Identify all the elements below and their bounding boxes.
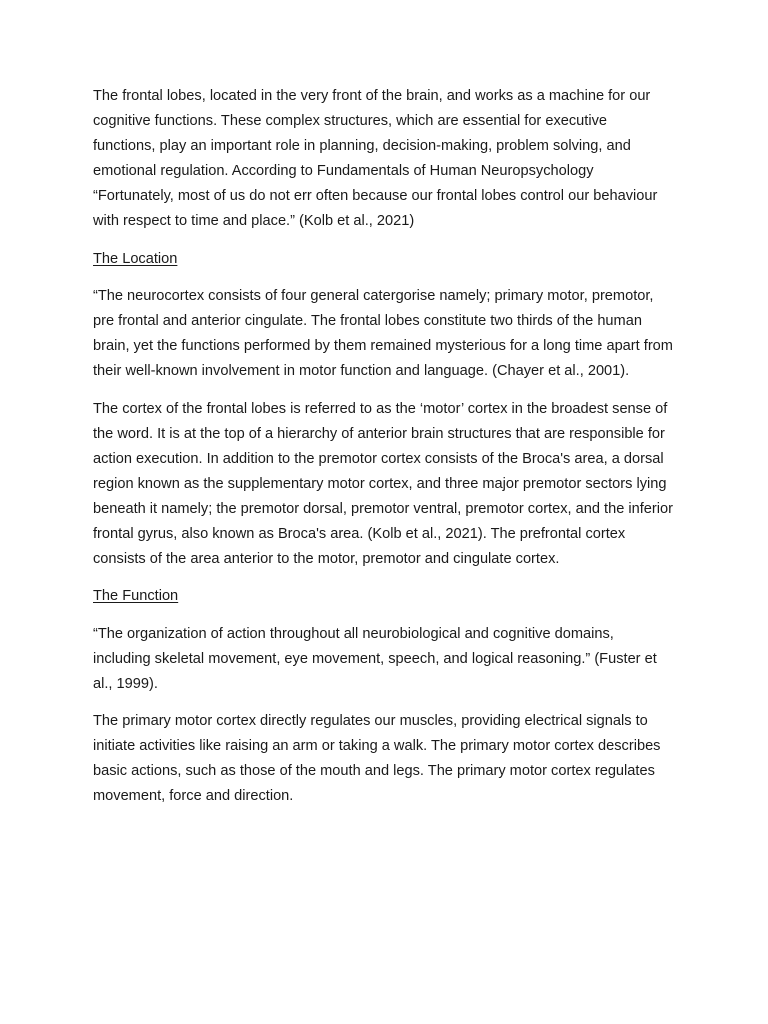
section-heading-function: The Function (93, 588, 179, 604)
section-heading-location: The Location (93, 250, 178, 267)
function-paragraph-1: “The organization of action throughout all neurobiological and cognitive domains, including skeletal movement, eye movement, speech, and logical reasoning.” (Fuster et al., 1999). (93, 625, 657, 692)
intro-paragraph: The frontal lobes, located in the very front of the brain, and works as a machine for our cognitive functions. These complex structures, which are essential for executive functions, play an important role in planning, decision-making, problem solving, and emotional regulation. According to Fundamentals of Human Neuropsychology “Fortunately, most of us do not err often because our frontal lobes control our behaviour with respect to time and place.” (Kolb et al., 2021) (93, 88, 658, 229)
location-paragraph-1: “The neurocortex consists of four general catergorise namely; primary motor, premotor, pre frontal and anterior cingulate. The frontal lobes constitute two thirds of the human brain, yet the functions performed by them remained mysterious for a long time apart from their well-known involvement in motor function and language. (Chayer et al., 2001). (93, 288, 673, 379)
location-paragraph-2: The cortex of the frontal lobes is referred to as the ‘motor’ cortex in the broadest sense of the word. It is at the top of a hierarchy of anterior brain structures that are responsible for action execution. In addition to the premotor cortex consists of the Broca's area, a dorsal region known as the supplementary motor cortex, and three major premotor sectors lying beneath it namely; the premotor dorsal, premotor ventral, premotor cortex, and the inferior frontal gyrus, also known as Broca's area. (Kolb et al., 2021). The prefrontal cortex consists of the area anterior to the motor, premotor and cingulate cortex. (93, 400, 673, 567)
document-page (93, 84, 673, 822)
function-paragraph-2: The primary motor cortex directly regulates our muscles, providing electrical signals to initiate activities like raising an arm or taking a walk. The primary motor cortex describes basic actions, such as those of the mouth and legs. The primary motor cortex regulates movement, force and direction. (93, 713, 661, 804)
